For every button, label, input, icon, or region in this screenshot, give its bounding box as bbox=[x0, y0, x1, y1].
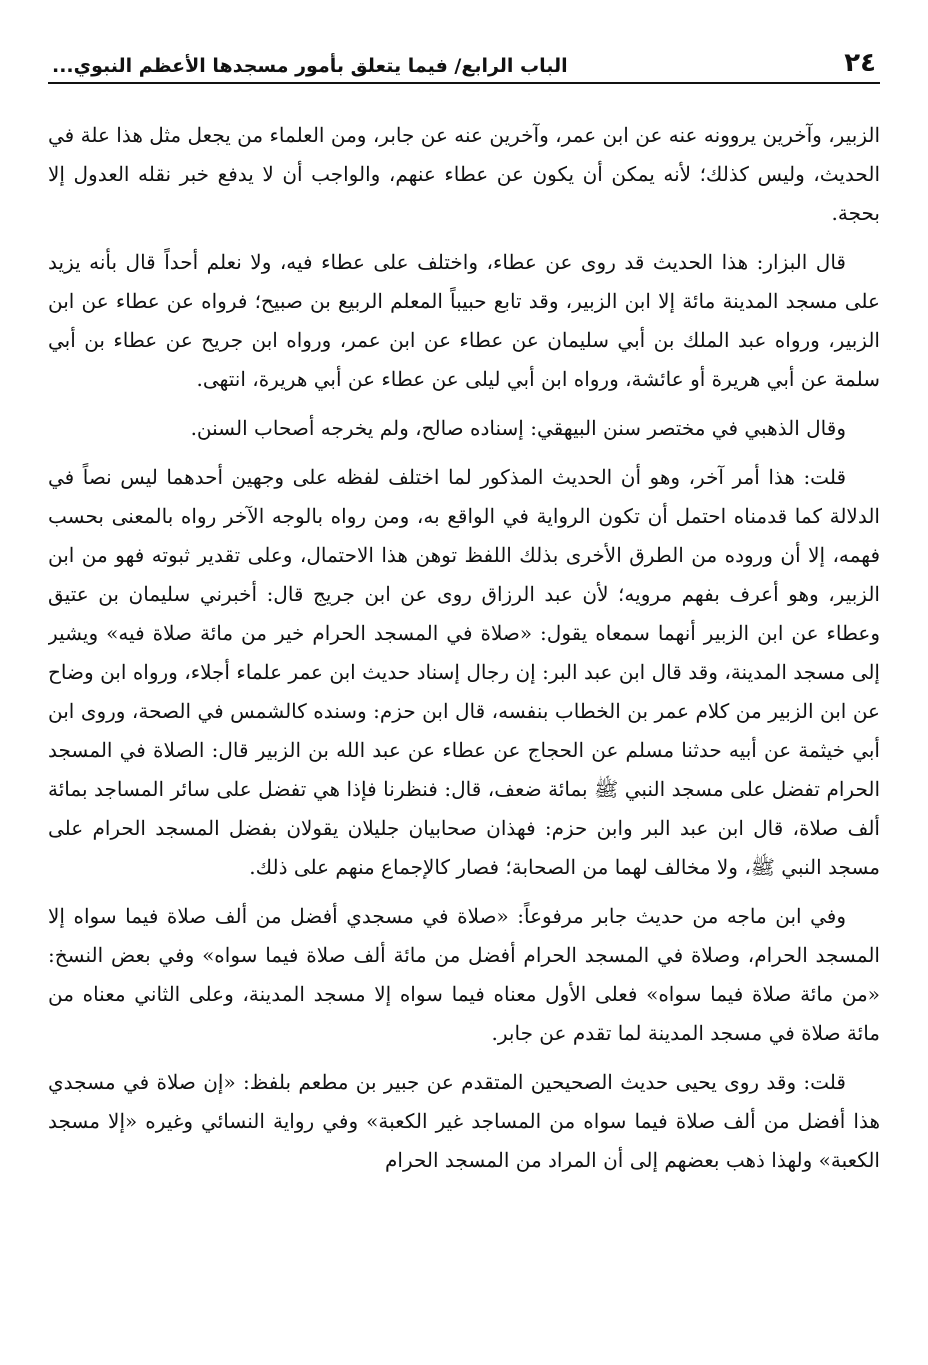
chapter-title: الباب الرابع/ فيما يتعلق بأمور مسجدها الأعظم النبوي... bbox=[52, 55, 568, 77]
running-header bbox=[48, 40, 880, 84]
paragraph: قلت: وقد روى يحيى حديث الصحيحين المتقدم عن جبير بن مطعم بلفظ: «إن صلاة في مسجدي هذا أفضل من ألف صلاة فيما سواه من المساجد غير الكعبة» وفي رواية النسائي وغيره «إلا مسجد الكعبة» ولهذا ذهب بعضهم إلى أن المراد من المسجد الحرام bbox=[48, 1070, 880, 1172]
book-page bbox=[48, 40, 880, 1340]
page-number: ٢٤ bbox=[844, 48, 876, 78]
paragraph: وقال الذهبي في مختصر سنن البيهقي: إسناده صالح، ولم يخرجه أصحاب السنن. bbox=[190, 416, 846, 440]
body-text bbox=[48, 116, 880, 1180]
paragraph: قال البزار: هذا الحديث قد روى عن عطاء، واختلف على عطاء فيه، ولا نعلم أحداً قال بأنه يزيد على مسجد المدينة مائة إلا ابن الزبير، وقد تابع حبيباً المعلم الربيع بن صبيح؛ فرواه عن عطاء عن ابن الزبير، ورواه عبد الملك بن أبي سليمان عن عطاء عن ابن عمر، ورواه ابن جريح عن عطاء بن أبي سلمة عن أبي هريرة أو عائشة، ورواه ابن أبي ليلى عن عطاء عن أبي هريرة، انتهى. bbox=[48, 250, 880, 391]
paragraph: وفي ابن ماجه من حديث جابر مرفوعاً: «صلاة في مسجدي أفضل من ألف صلاة فيما سواه إلا المسجد الحرام، وصلاة في المسجد الحرام أفضل من مائة ألف صلاة فيما سواه» وفي بعض النسخ: «من مائة صلاة فيما سواه» فعلى الأول معناه فيما سواه إلا مسجد المدينة، وعلى الثاني معناه من مائة صلاة في مسجد المدينة لما تقدم عن جابر. bbox=[48, 904, 880, 1045]
paragraph: الزبير، وآخرين يروونه عنه عن ابن عمر، وآخرين عنه عن جابر، ومن العلماء من يجعل مثل هذا علة في الحديث، وليس كذلك؛ لأنه يمكن أن يكون عن عطاء عنهم، والواجب أن لا يدفع خبر نقله العدول إلا بحجة. bbox=[48, 123, 880, 225]
paragraph: قلت: هذا أمر آخر، وهو أن الحديث المذكور لما اختلف لفظه على وجهين أحدهما ليس نصاً في الدلالة كما قدمناه احتمل أن تكون الرواية في الواقع به، ومن رواه بالوجه الآخر رواه بالمعنى بحسب فهمه، إلا أن وروده من الطرق الأخرى بذلك اللفظ توهن هذا الاحتمال، وعلى تقدير ثبوته فهو من ابن الزبير، وهو أعرف بفهم مرويه؛ لأن عبد الرزاق روى عن ابن جريج قال: أخبرني سليمان بن عتيق وعطاء عن ابن الزبير أنهما سمعاه يقول: «صلاة في المسجد الحرام خير من مائة صلاة فيه» ويشير إلى مسجد المدينة، وقد قال ابن عبد البر: إن رجال إسناد حديث ابن عمر علماء أجلاء، ورواه ابن وضاح عن ابن الزبير من كلام عمر بن الخطاب بنفسه، قال ابن حزم: وسنده كالشمس في الصحة، وروى ابن أبي خيثمة عن أبيه حدثنا مسلم عن الحجاج عن عطاء عن عبد الله بن الزبير قال: الصلاة في المسجد الحرام تفضل على مسجد النبي ﷺ بمائة ضعف، قال: فنظرنا فإذا هي تفضل على سائر المساجد بمائة ألف صلاة، قال ابن عبد البر وابن حزم: فهذان صحابيان جليلان يقولان بفضل المسجد الحرام على مسجد النبي ﷺ، ولا مخالف لهما من الصحابة؛ فصار كالإجماع منهم على ذلك. bbox=[48, 465, 880, 879]
